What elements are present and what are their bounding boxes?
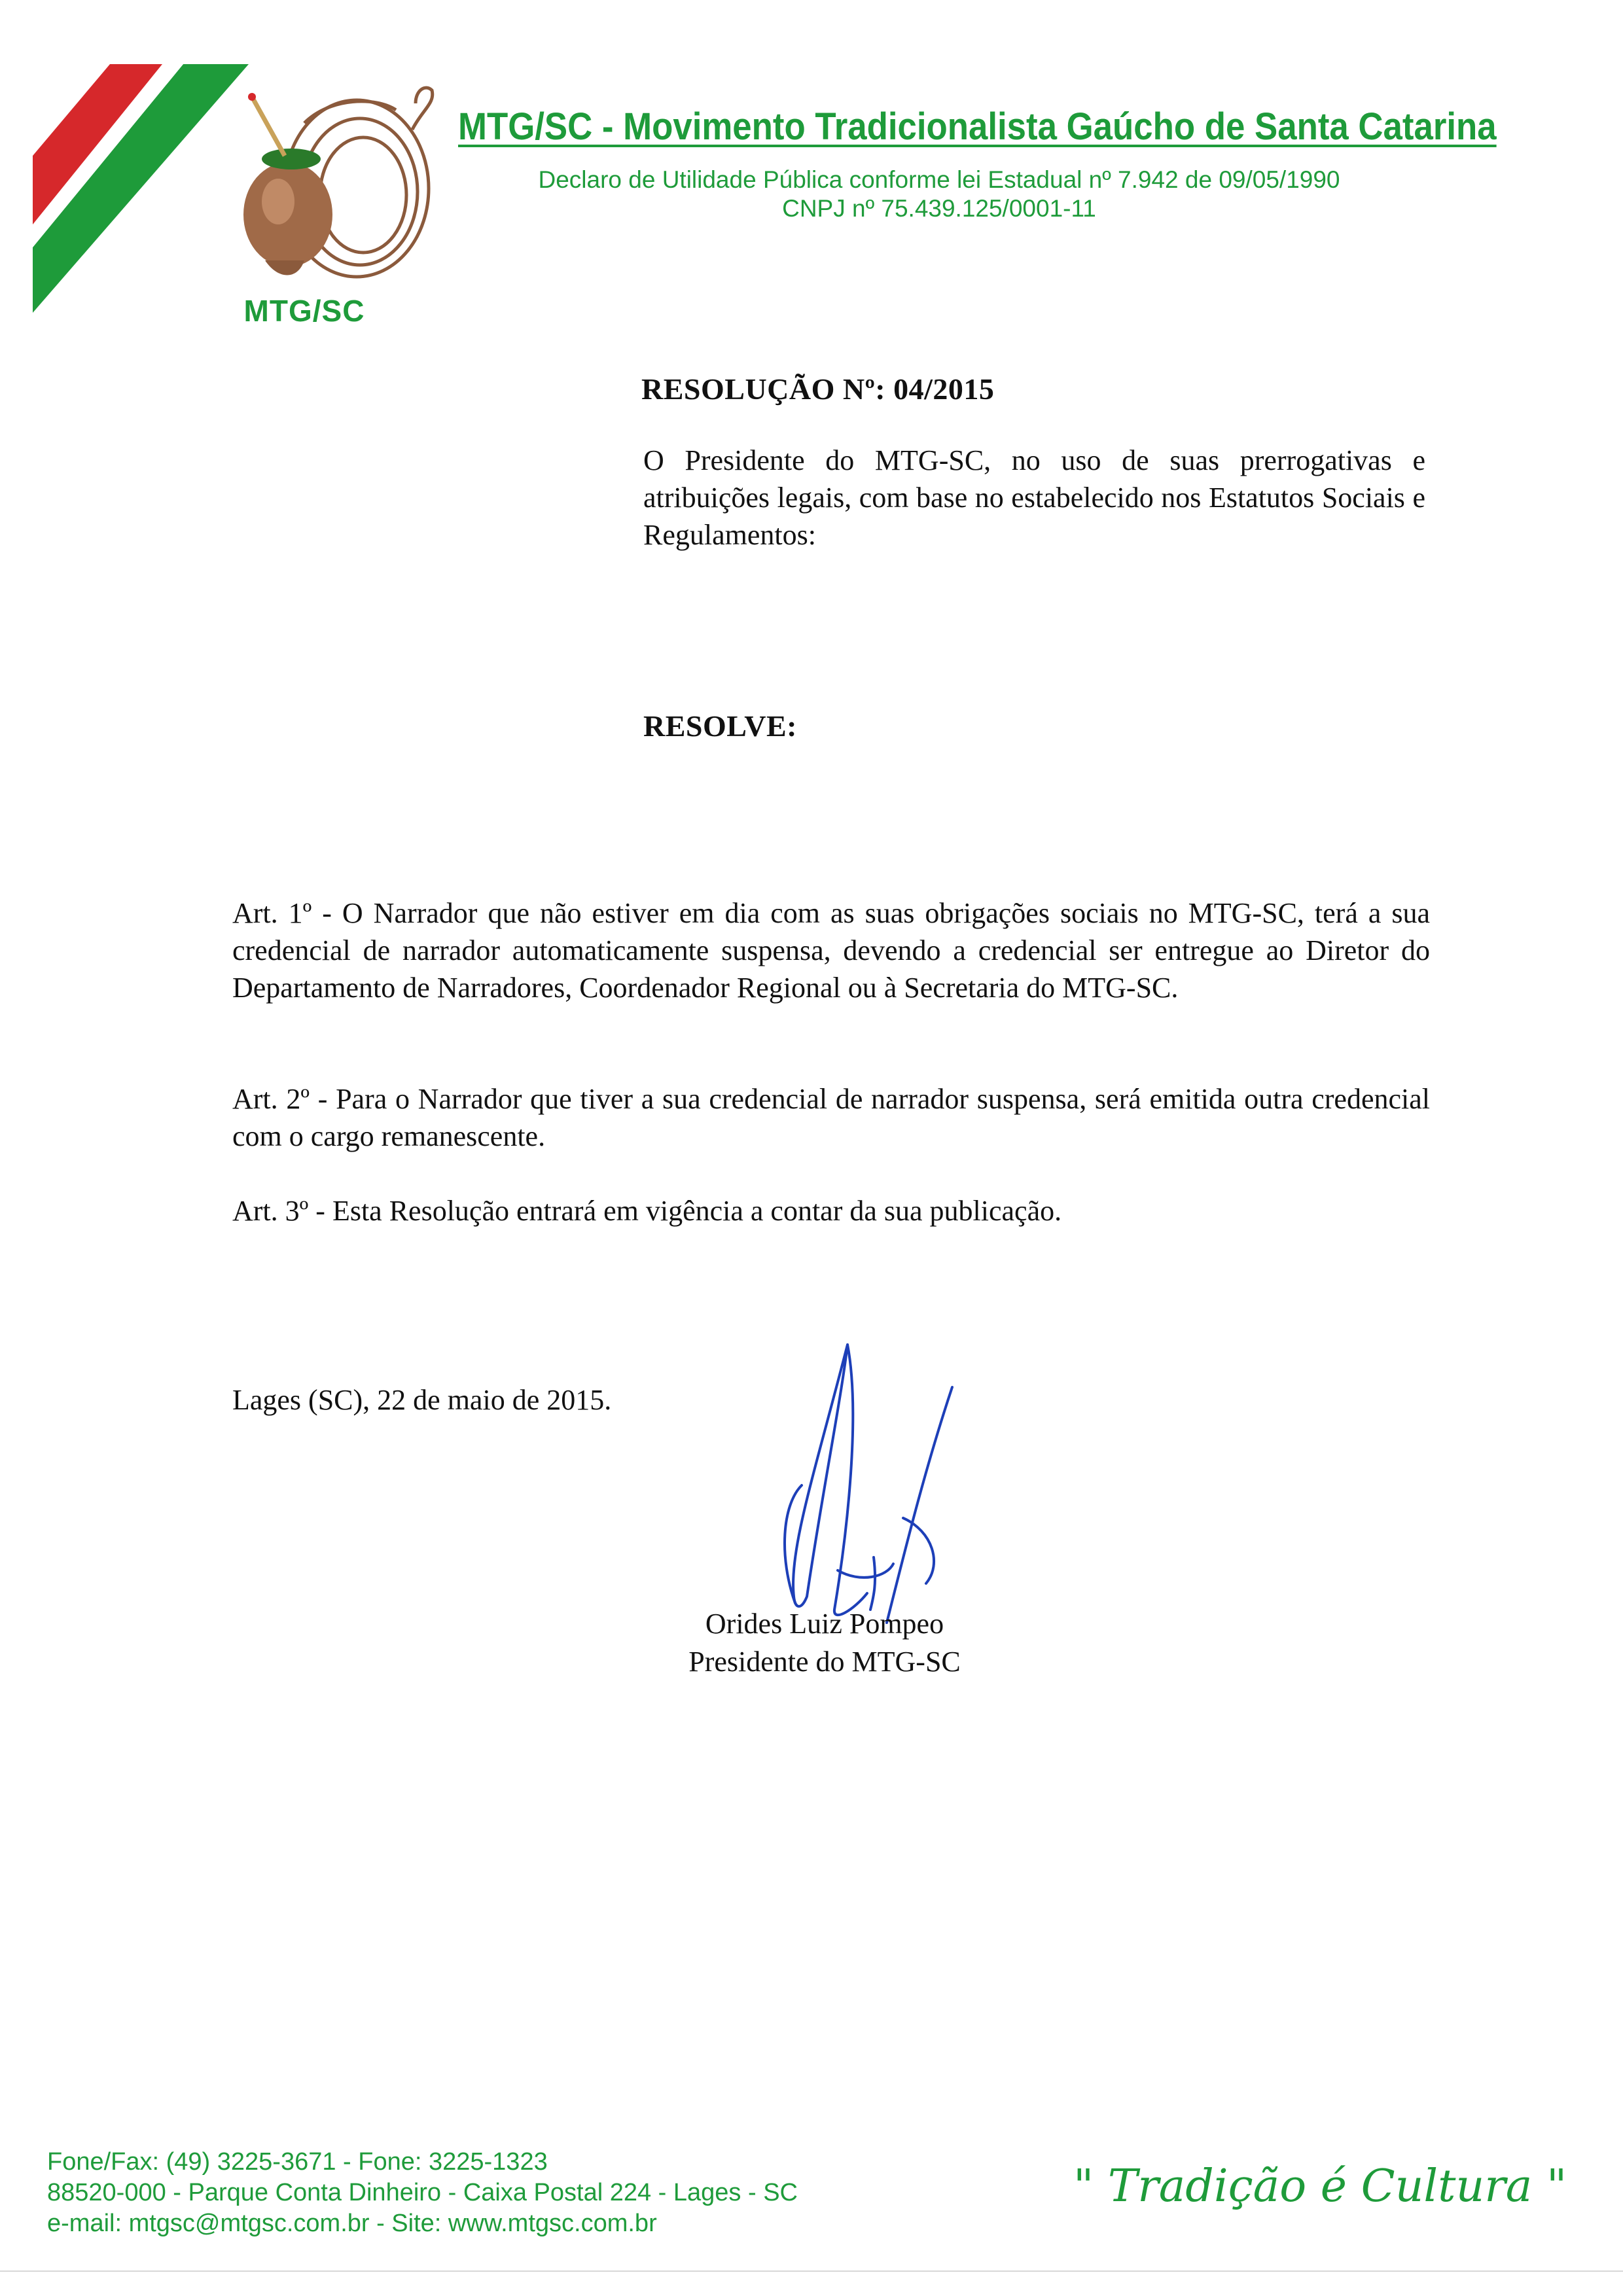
footer-phones: Fone/Fax: (49) 3225-3671 - Fone: 3225-1323 — [47, 2148, 548, 2176]
signer-role: Presidente do MTG-SC — [688, 1646, 961, 1678]
bottom-rule — [0, 2270, 1623, 2272]
logo-caption: MTG/SC — [243, 294, 365, 328]
footer-contact: e-mail: mtgsc@mtgsc.com.br - Site: www.mtgsc.com.br — [47, 2210, 657, 2237]
article-3: Art. 3º - Esta Resolução entrará em vigência a contar da sua publicação. — [232, 1195, 1062, 1227]
signer-block — [622, 1605, 1027, 1681]
preamble-paragraph: O Presidente do MTG-SC, no uso de suas prerrogativas e atribuições legais, com base no estabelecido nos Estatutos Sociais e Regulamentos: — [643, 444, 1425, 551]
chimarrao-lasso-emblem — [226, 84, 442, 293]
resolution-title: RESOLUÇÃO Nº: 04/2015 — [641, 372, 995, 406]
handwritten-signature — [756, 1335, 972, 1629]
article-1: Art. 1º - O Narrador que não estiver em dia com as suas obrigações sociais no MTG-SC, terá a sua credencial de narrador automaticamente suspensa, devendo a credencial ser entregue ao Diretor do Departamento de Narradores, Coordenador Regional ou à Secretaria do MTG-SC. — [232, 897, 1430, 1004]
cnpj-number: CNPJ nº 75.439.125/0001-11 — [782, 195, 1096, 222]
flag-stripes-graphic — [33, 64, 249, 313]
organization-title: MTG/SC - Movimento Tradicionalista Gaúcho de Santa Catarina — [458, 105, 1497, 148]
place-and-date: Lages (SC), 22 de maio de 2015. — [232, 1384, 612, 1416]
article-2: Art. 2º - Para o Narrador que tiver a sua credencial de narrador suspensa, será emitida outra credencial com o cargo remanescente. — [232, 1083, 1430, 1152]
resolve-heading: RESOLVE: — [643, 709, 797, 743]
signer-name: Orides Luiz Pompeo — [705, 1608, 944, 1640]
public-utility-declaration: Declaro de Utilidade Pública conforme lei Estadual nº 7.942 de 09/05/1990 — [538, 166, 1340, 193]
motto-slogan: " Tradição é Cultura " — [1073, 2161, 1567, 2212]
footer-address: 88520-000 - Parque Conta Dinheiro - Caixa Postal 224 - Lages - SC — [47, 2179, 798, 2206]
